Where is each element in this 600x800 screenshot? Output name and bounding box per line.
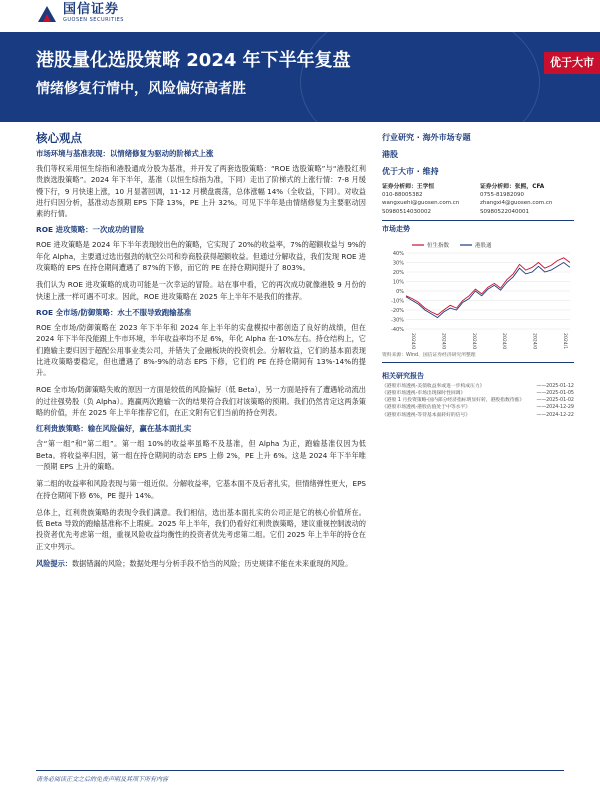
chart-svg [382, 237, 574, 349]
related-research-item[interactable] [382, 397, 574, 404]
x-tick-label: 2024/05 [470, 332, 476, 349]
analyst-card [480, 183, 574, 216]
analyst-block [382, 183, 574, 216]
analyst-email[interactable]: zhangxi4@guosen.com.cn [480, 200, 553, 207]
x-tick-label: 2024/11 [562, 332, 567, 349]
analyst-card [382, 183, 476, 216]
paragraph: 总体上，红利贵族策略的表现令我们满意。我们相信，选出基本面扎实的公司正是它的核心价值所在。低 Beta 导致的跑输基准称不上瑕疵。2025 年上半年，我们仍看好红利贵族策略，建议重视控制波动的投资者优先考虑第一组，重视风险收益均衡性的投资者优先考虑第二组。它们 2025 年上半年的持仓在正文中列示。 [36, 507, 366, 551]
market-label: 港股 [382, 150, 398, 159]
related-research-date: ——2025-01-12 [536, 383, 574, 389]
related-research-date: ——2024-12-22 [536, 412, 574, 418]
x-tick-label: 2024/03 [440, 332, 446, 349]
related-research-item[interactable] [382, 404, 574, 411]
analyst-label: 证券分析师： [480, 184, 515, 190]
y-tick-label: -40% [391, 326, 404, 333]
y-tick-label: -20% [391, 307, 404, 314]
report-title: 港股量化选股策略 2024 年下半年复盘 [36, 50, 351, 71]
section-heading-roe-defense: ROE 全市场/防御策略：水土不服导致跑输基准 [36, 307, 192, 317]
divider [382, 362, 574, 363]
related-research-title-text: 《港股市场透视-等待基本面转好的信号》 [382, 412, 471, 418]
risk-label: 风险提示： [36, 559, 72, 569]
related-research-date: ——2025-01-05 [536, 391, 574, 397]
section-heading-roe-attack: ROE 进攻策略：一次成功的冒险 [36, 225, 145, 235]
y-tick-label: -10% [391, 298, 404, 305]
series-line-港股通 [406, 262, 570, 317]
y-tick-label: 0% [396, 288, 404, 295]
logo-cn-text: 国信证券 [63, 2, 120, 17]
analyst-phone: 0755-81982090 [480, 192, 524, 199]
logo-en-text: GUOSEN SECURITIES [63, 17, 124, 23]
section-heading-market: 市场环境与基准表现：以情绪修复为驱动的阶梯式上涨 [36, 149, 214, 158]
related-research-item[interactable] [382, 390, 574, 397]
rating-tag: 优于大市 [544, 52, 600, 74]
analyst-label: 证券分析师： [382, 184, 417, 190]
related-research-item[interactable] [382, 383, 574, 390]
core-view-title: 核心观点 [36, 131, 82, 145]
analyst-name: 张熙，CFA [514, 184, 545, 190]
legend-label: 恒生指数 [427, 242, 450, 249]
related-research-title-text: 《港股 1 月投资策略-国内部分经济指标明显好转，港股指数待涨》 [382, 398, 525, 404]
company-logo [36, 2, 124, 24]
related-research-list [382, 383, 574, 419]
related-research-title-text: 《港股市场透视-市场出现探时性回调》 [382, 391, 466, 397]
analyst-phone: 010-88005382 [382, 192, 423, 199]
analyst-cert: S0980514030002 [382, 208, 431, 215]
y-tick-label: 10% [392, 279, 404, 286]
x-tick-label: 2024/01 [410, 332, 415, 349]
logo-mark-icon [36, 2, 58, 24]
related-research-title: 相关研究报告 [382, 371, 424, 380]
analyst-name: 王学恒 [416, 184, 435, 190]
analyst-cert: S0980522040001 [480, 208, 529, 215]
industry-label: 行业研究 · 海外市场专题 [382, 133, 471, 142]
report-subtitle: 情绪修复行情中，风险偏好高者胜 [36, 81, 246, 97]
footer-divider [36, 770, 564, 771]
y-tick-label: 20% [392, 269, 404, 276]
risk-text: 数据错漏的风险；数据处理与分析手段不恰当的风险；历史规律不能在未来重现的风险。 [71, 559, 353, 569]
sidebar [382, 132, 574, 419]
rating-label: 优于大市 · 维持 [382, 167, 439, 176]
paragraph: ROE 全市场/防御策略在 2023 年下半年和 2024 年上半年的实盘模拟中都创造了良好的战绩，但在 2024 年下半年没能跟上牛市环境，半年收益率均不足 6%，年化 Alpha 在-10%左右。持仓结构上，它们跑输主要归因于超配公用事业类公司，并错失了金融板块的投资机会。分解收益，它们的基本面表现比进攻策略要稳定，但也遭遇了 8%-9%的动态 EPS 下修，它们的 PE 在持仓期间有 13%-14%的提升。 [36, 322, 366, 378]
series-line-恒生指数 [406, 258, 570, 315]
y-tick-label: 30% [392, 260, 404, 267]
paragraph: 第二组的收益率和风险表现与第一组近似。分解收益率，它基本面不及后者扎实，但情绪弹性更大，EPS 在持仓期间下修 6%，PE 提升 14%。 [36, 479, 366, 500]
related-research-date: ——2024-12-29 [536, 405, 574, 411]
related-research-item[interactable] [382, 412, 574, 419]
legend-label: 港股通 [475, 242, 492, 249]
report-header-banner [0, 32, 600, 122]
paragraph: ROE 全市场/防御策略失败的原因一方面是较低的风险偏好（低 Beta），另一方面是持有了遭遇轮动流出的过往强势股（负 Alpha）。跑赢两次跑输一次的结果符合我们对该策略的预期。我们仍然肯定这两条策略的价值，并在 2025 年上半年推荐它们，在正文附有它们当前的持仓列表。 [36, 385, 366, 418]
y-tick-label: 40% [392, 250, 404, 257]
section-heading-dividend: 红利贵族策略：输在风险偏好，赢在基本面扎实 [36, 424, 192, 434]
y-tick-label: -30% [391, 317, 404, 324]
logo-bar [0, 0, 600, 32]
main-content [36, 130, 366, 575]
chart-source: 资料来源：Wind、国信证券经济研究所整理 [382, 352, 476, 358]
x-tick-label: 2024/07 [501, 332, 507, 349]
related-research-title-text: 《港股市场透视-美债收益率或进一步构成压力》 [382, 383, 485, 389]
analyst-email[interactable]: wangxuehi@guosen.com.cn [382, 200, 460, 207]
related-research-date: ——2025-01-02 [536, 398, 574, 404]
footer-disclaimer: 请务必阅读正文之后的免责声明及其项下所有内容 [36, 776, 169, 783]
divider [382, 220, 574, 221]
related-research-title-text: 《港股市场透视-港股估值处于中等水平》 [382, 405, 471, 411]
risk-warning [36, 558, 366, 569]
paragraph: 我们等权采用恒生综指和港股通成分股为基准，并开发了两套选股策略：“ROE 选股策略”与“港股红利贵族选股策略”。2024 年下半年，基准（以恒生综指为准，下同）走出了阶梯式的上涨行情：7-8 月缓慢下行，9 月快速上涨，10 月显著回调，11-12 月横盘震荡，总体涨幅 14%（全收益，下同）。对收益进行归因分析，基准动态预期 EPS 下降 13%，PE 上升 32%。可见下半年是由情绪修复为主要驱动因素的行情。 [36, 164, 366, 219]
market-trend-chart [382, 237, 574, 349]
paragraph: 我们认为 ROE 进攻策略的成功可能是一次幸运的冒险。站在事中看，它的再次成功就像港股 9 月份的快速上涨一样可遇不可求。因此，ROE 进攻策略在 2025 年上半年不是我们的推荐。 [36, 280, 366, 301]
x-tick-label: 2024/09 [531, 332, 537, 349]
paragraph: 含“第一组”和“第二组”。第一组 10%的收益率虽略不及基准，但 Alpha 为正，跑输基准仅因为低 Beta。将收益率归因，第一组在持仓期间的动态 EPS 上修 2%，PE 上升 6%。这是 2024 年下半年唯一预期 EPS 上升的策略。 [36, 439, 366, 471]
paragraph: ROE 进攻策略是 2024 年下半年表现较出色的策略，它实现了 20%的收益率，7%的超额收益与 9%的年化 Alpha，主要通过选出强劲的航空公司和券商股获得超额收益。但通过分解收益，我们发现 ROE 进攻策略的 EPS 在持仓期间遭遇了 87%的下修，而它的 PE 在持仓期间提升了 803%。 [36, 240, 366, 273]
chart-title: 市场走势 [382, 224, 410, 233]
